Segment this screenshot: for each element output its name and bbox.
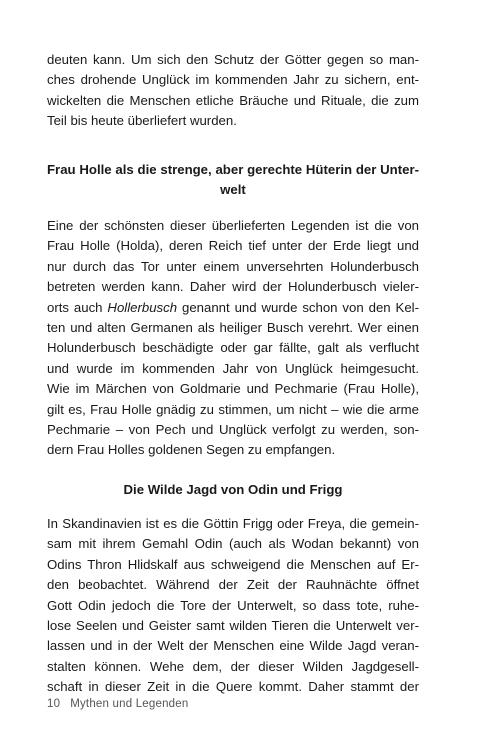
- holle-paragraph: [47, 216, 419, 461]
- text-line: den beobachtet. Während der Zeit der Rauhnächte öffnet: [47, 577, 419, 593]
- text-line: stalten können. Wehe dem, der dieser Wilden Jagdgesell-: [47, 658, 419, 674]
- text-line: Frau Holle (Holda), deren Reich tief unter der Erde liegt und: [47, 238, 419, 254]
- text-line: ten und alten Germanen als heiliger Busch verehrt. Wer einen: [47, 319, 419, 335]
- text-line: betreten werden kann. Daher wird der Holunderbusch vieler-: [47, 279, 419, 295]
- text-line: Wie im Märchen von Goldmarie und Pechmarie (Frau Holle),: [47, 381, 419, 397]
- running-title: Mythen und Legenden: [70, 698, 189, 710]
- text-line: lose Seelen und Geister samt wilden Tieren die Unterwelt ver-: [47, 617, 419, 633]
- text-line: Odins Thron Hlidskalf aus schweigend die Menschen auf Er-: [47, 556, 419, 572]
- text-line: und wurde im kommenden Jahr von Unglück heimgesucht.: [47, 360, 419, 376]
- text-line: In Skandinavien ist es die Göttin Frigg oder Freya, die gemein-: [47, 516, 419, 531]
- text-line: wickelten die Menschen etliche Bräuche und Rituale, die zum: [47, 92, 419, 108]
- text-line: gilt es, Frau Holle gnädig zu stimmen, um nicht – wie die arme: [47, 401, 419, 417]
- text-line: ches drohende Unglück im kommenden Jahr zu sichern, ent-: [47, 72, 419, 88]
- text-line: schaft in dieser Zeit in die Quere kommt. Daher stammt der: [47, 679, 419, 695]
- section-heading-jagd: [47, 480, 419, 500]
- text-segment: orts auch: [47, 299, 103, 315]
- text-line: Gott Odin jedoch die Tore der Unterwelt, so dass tote, ruhe-: [47, 597, 419, 613]
- text-line: nur durch das Tor unter einem unversehrten Holunderbusch: [47, 258, 419, 274]
- page-number: 10: [47, 698, 61, 710]
- intro-paragraph: [47, 50, 419, 132]
- text-line: deuten kann. Um sich den Schutz der Götter gegen so man-: [47, 52, 419, 67]
- text-line: sam mit ihrem Gemahl Odin (auch als Wodan bekannt) von: [47, 536, 419, 552]
- heading-line: Die Wilde Jagd von Odin und Frigg: [123, 482, 343, 497]
- text-line-with-italic: [47, 298, 419, 318]
- text-segment: genannt und wurde schon von den Kel-: [181, 299, 419, 315]
- text-line: Teil bis heute überliefert wurden.: [47, 113, 237, 129]
- italic-term: Hollerbusch: [107, 299, 178, 315]
- page-footer: [47, 698, 198, 710]
- text-line: dern Frau Holles goldenen Segen zu empfangen.: [47, 442, 336, 458]
- text-line: Pechmarie – von Pech und Unglück verfolgt zu werden, son-: [47, 421, 419, 437]
- jagd-paragraph: [47, 514, 419, 698]
- text-line: lassen und in der Welt der Menschen eine Wilde Jagd veran-: [47, 638, 419, 654]
- text-line: Eine der schönsten dieser überlieferten Legenden ist die von: [47, 218, 419, 233]
- text-line: Holunderbusch beschädigte oder gar fällte, galt als verflucht: [47, 340, 419, 356]
- heading-line: Frau Holle als die strenge, aber gerechte Hüterin der Unter-: [47, 162, 419, 177]
- heading-line: welt: [220, 182, 246, 198]
- section-heading-holle: [47, 160, 419, 201]
